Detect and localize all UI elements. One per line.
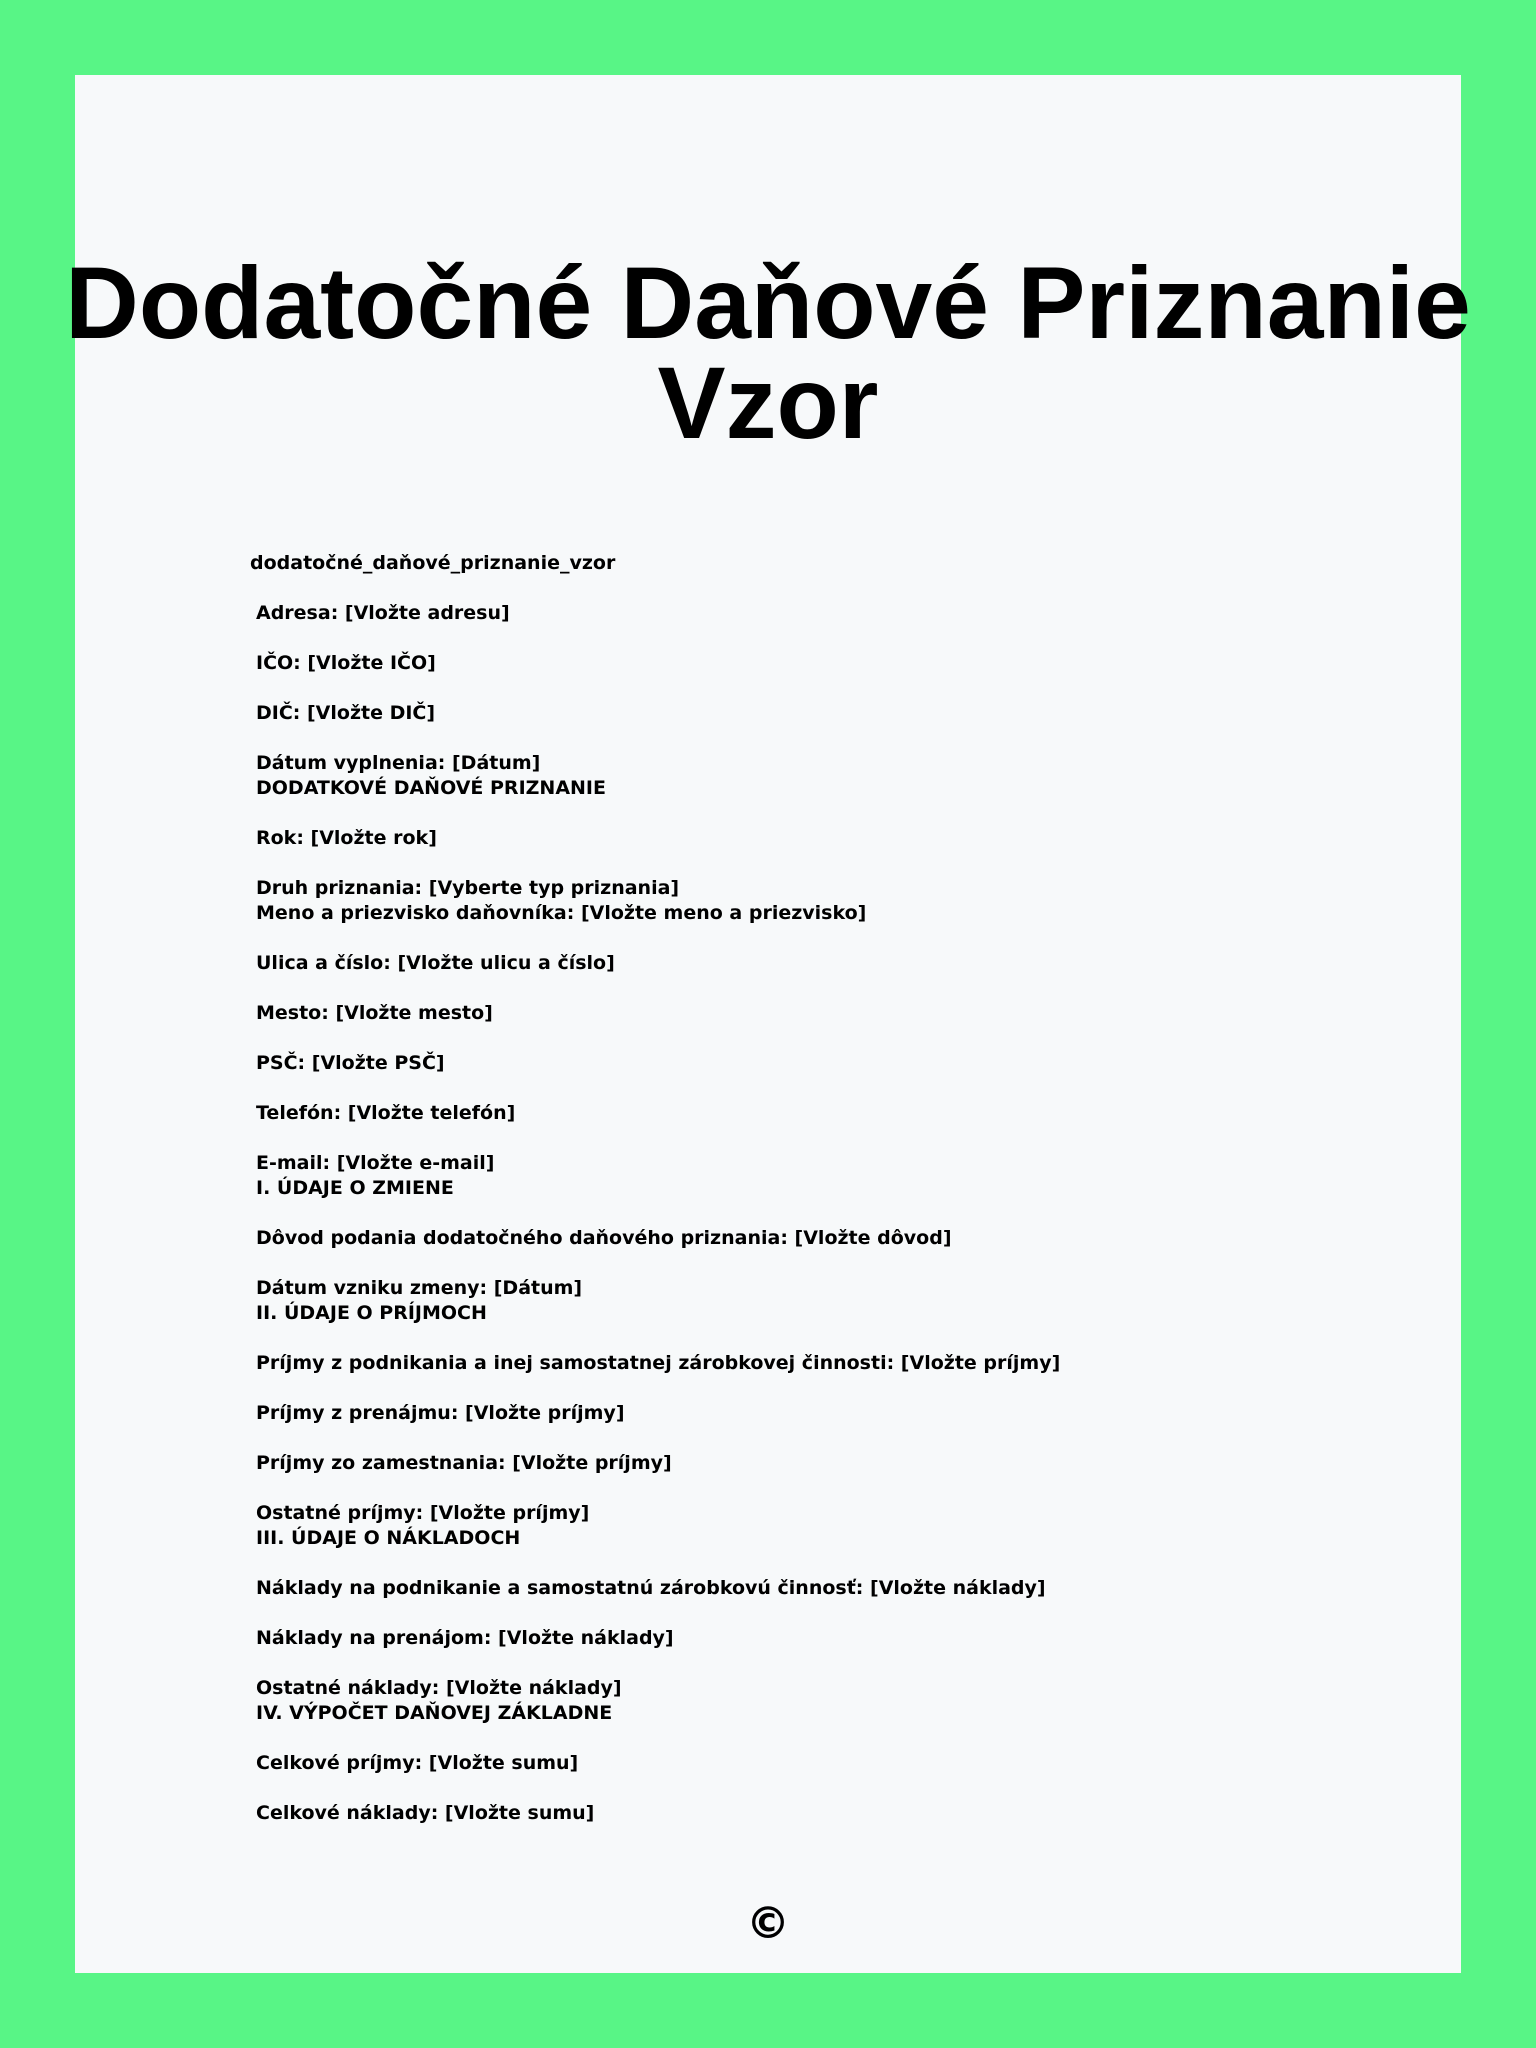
field-year: Rok: [Vložte rok]	[256, 827, 437, 849]
document-filename: dodatočné_daňové_priznanie_vzor	[250, 552, 616, 574]
field-email: E-mail: [Vložte e-mail]	[256, 1152, 495, 1174]
field-reason: Dôvod podania dodatočného daňového priznania: [Vložte dôvod]	[256, 1227, 952, 1249]
field-phone: Telefón: [Vložte telefón]	[256, 1102, 516, 1124]
field-other-expenses: Ostatné náklady: [Vložte náklady]	[256, 1677, 622, 1699]
section-heading-change: I. ÚDAJE O ZMIENE	[256, 1177, 454, 1199]
field-dic: DIČ: [Vložte DIČ]	[256, 702, 436, 724]
section-heading-tax-base: IV. VÝPOČET DAŇOVEJ ZÁKLADNE	[256, 1702, 613, 1724]
field-business-income: Príjmy z podnikania a inej samostatnej zárobkovej činnosti: [Vložte príjmy]	[256, 1352, 1061, 1374]
field-postal-code: PSČ: [Vložte PSČ]	[256, 1052, 445, 1074]
document-page	[65, 75, 1471, 1973]
field-address: Adresa: [Vložte adresu]	[256, 602, 510, 624]
field-total-expenses: Celkové náklady: [Vložte sumu]	[256, 1802, 595, 1824]
copyright-icon: ©	[746, 1898, 790, 1949]
field-total-income: Celkové príjmy: [Vložte sumu]	[256, 1752, 579, 1774]
field-fill-date: Dátum vyplnenia: [Dátum]	[256, 752, 541, 774]
field-street: Ulica a číslo: [Vložte ulicu a číslo]	[256, 952, 615, 974]
section-heading-main: DODATKOVÉ DAŇOVÉ PRIZNANIE	[256, 777, 606, 799]
field-change-date: Dátum vzniku zmeny: [Dátum]	[256, 1277, 583, 1299]
section-heading-expenses: III. ÚDAJE O NÁKLADOCH	[256, 1527, 521, 1549]
field-other-income: Ostatné príjmy: [Vložte príjmy]	[256, 1502, 590, 1524]
field-return-type: Druh priznania: [Vyberte typ priznania]	[256, 877, 680, 899]
field-business-expenses: Náklady na podnikanie a samostatnú zárobkovú činnosť: [Vložte náklady]	[256, 1577, 1046, 1599]
field-rental-expenses: Náklady na prenájom: [Vložte náklady]	[256, 1627, 674, 1649]
field-employment-income: Príjmy zo zamestnania: [Vložte príjmy]	[256, 1452, 672, 1474]
title-line-2: Vzor	[657, 346, 879, 460]
form-content	[256, 601, 1406, 1826]
field-city: Mesto: [Vložte mesto]	[256, 1002, 493, 1024]
field-ico: IČO: [Vložte IČO]	[256, 652, 436, 674]
title-line-1: Dodatočné Daňové Priznanie	[65, 246, 1471, 360]
field-taxpayer-name: Meno a priezvisko daňovníka: [Vložte meno a priezvisko]	[256, 902, 867, 924]
page-title	[55, 246, 1481, 460]
field-rental-income: Príjmy z prenájmu: [Vložte príjmy]	[256, 1402, 625, 1424]
section-heading-income: II. ÚDAJE O PRÍJMOCH	[256, 1302, 487, 1324]
